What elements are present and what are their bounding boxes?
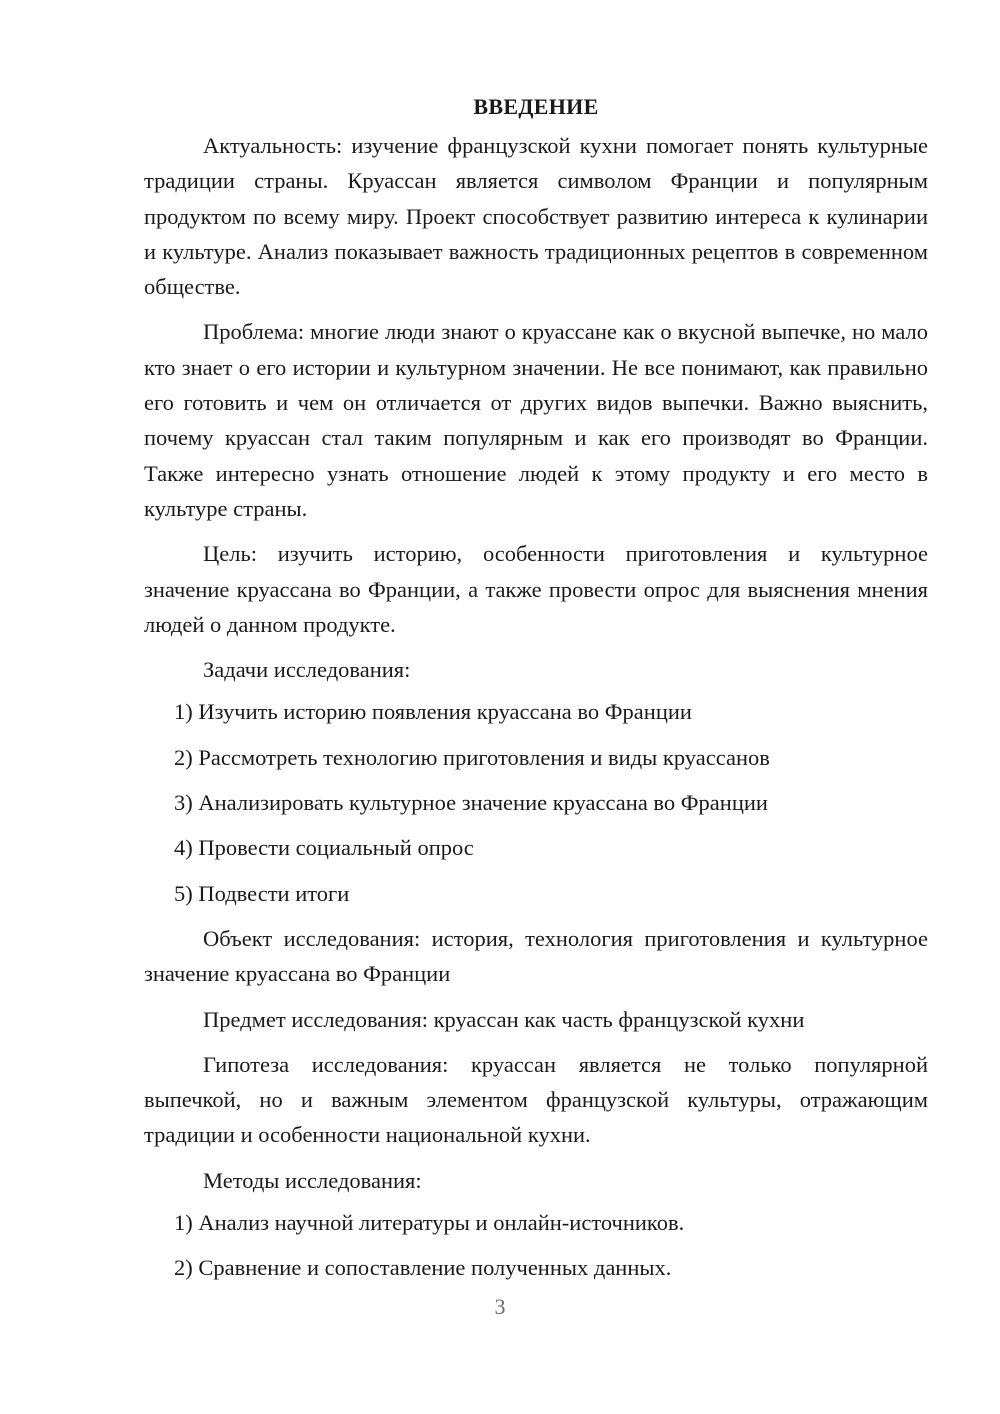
tasks-list — [144, 694, 928, 910]
list-item: 1) Анализ научной литературы и онлайн-источников. — [174, 1210, 685, 1236]
tasks-heading: Задачи исследования: — [203, 657, 411, 683]
list-item: 2) Рассмотреть технологию приготовления и виды круассанов — [174, 744, 770, 770]
methods-heading: Методы исследования: — [203, 1167, 422, 1193]
methods-list — [144, 1205, 928, 1286]
hypothesis-paragraph: Гипотеза исследования: круассан является не только популярной выпечкой, но и важным элементом французской культуры, отражающим традиции и особенности национальной кухни. — [144, 1051, 928, 1148]
list-item: 3) Анализировать культурное значение круассана во Франции — [174, 790, 768, 816]
page-number: 3 — [494, 1294, 506, 1319]
goal-paragraph: Цель: изучить историю, особенности приготовления и культурное значение круассана во Франции, а также провести опрос для выяснения мнения людей о данном продукте. — [144, 541, 928, 637]
list-item: 4) Провести социальный опрос — [174, 835, 474, 861]
list-item: 5) Подвести итоги — [174, 880, 350, 906]
list-item: 1) Изучить историю появления круассана во Франции — [174, 699, 692, 725]
subject-paragraph: Предмет исследования: круассан как часть французской кухни — [203, 1006, 805, 1032]
relevance-paragraph: Актуальность: изучение французской кухни помогает понять культурные традиции страны. Круассан является символом Франции и популярным продуктом по всему миру. Проект способствует развитию интереса к кулинарии и культуре. Анализ показывает важность традиционных рецептов в современном обществе. — [144, 133, 928, 300]
list-item: 2) Сравнение и сопоставление полученных данных. — [174, 1255, 672, 1281]
page-title: ВВЕДЕНИЕ — [473, 94, 599, 119]
document-page — [144, 90, 928, 1296]
problem-paragraph: Проблема: многие люди знают о круассане как о вкусной выпечке, но мало кто знает о его истории и культурном значении. Не все понимают, как правильно его готовить и чем он отличается от других видов выпечки. Важно выяснить, почему круассан стал таким популярным и как его производят во Франции. Также интересно узнать отношение людей к этому продукту и его место в культуре страны. — [144, 319, 928, 521]
object-paragraph: Объект исследования: история, технология приготовления и культурное значение круассана во Франции — [144, 925, 928, 987]
